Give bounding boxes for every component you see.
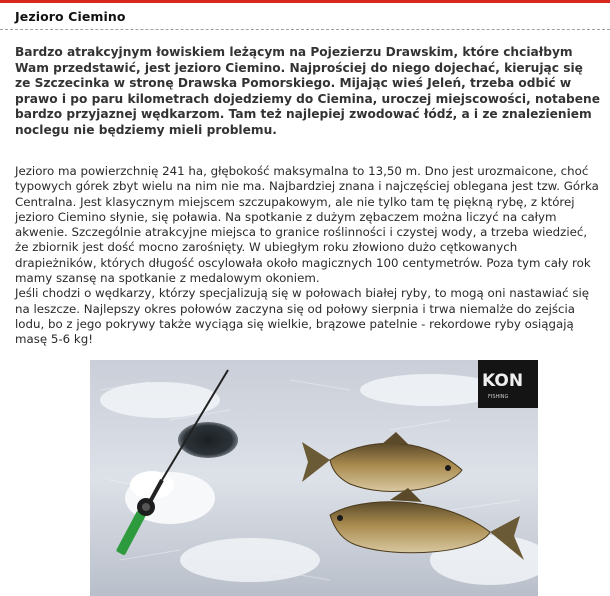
title-divider	[0, 29, 610, 30]
article-intro: Bardzo atrakcyjnym łowiskiem leżącym na Pojezierzu Drawskim, które chciałbym Wam przedstawić, jest jezioro Ciemino. Najprościej do niego dojechać, kierując się ze Szczecinka w stronę Drawska Pomorskiego. Mijając wieś Jeleń, trzeba odbić w prawo i po paru kilometrach dojedziemy do Ciemina, uroczej miejscowości, notabene bardzo przyjaznej wędkarzom. Tam też najlepiej zwodować łódź, a i ze znalezieniem noclegu nie będziemy mieli problemu.	[15, 45, 600, 137]
top-accent-rule	[0, 0, 610, 3]
tackle-box	[478, 360, 538, 408]
article-body	[15, 164, 601, 348]
photo-brand-subtext: FISHING	[488, 394, 509, 400]
article-paragraph-2: Jeśli chodzi o wędkarzy, którzy specjalizują się w połowach białej ryby, to mogą oni nastawiać się na leszcze. Najlepszy okres połowów zaczyna się od połowy sierpnia i trwa niemalże do zejścia lodu, bo z jego pokrywy także wyciąga się wielkie, brązowe patelnie - rekordowe ryby osiągają masę 5-6 kg!	[15, 286, 590, 347]
photo-brand-text: KON	[482, 371, 524, 391]
article-title: Jezioro Ciemino	[15, 9, 126, 24]
article-paragraph-1: Jezioro ma powierzchnię 241 ha, głębokość maksymalna to 13,50 m. Dno jest urozmaicone, choć typowych górek zbyt wielu na nim nie ma. Najbardziej znana i najczęściej oblegana jest tzw. Górka Centralna. Jest klasycznym miejscem szczupakowym, ale nie tylko tam tę piękną rybę, z której jezioro Ciemino słynie, się poławia. Na spotkanie z dużym zębaczem można liczyć na całym akwenie. Szczególnie atrakcyjne miejsca to granice roślinności i czystej wody, a trzeba wiedzieć, że zbiornik jest dość mocno zarośnięty. W ubiegłym roku złowiono dużo cętkowanych drapieżników, których długość oscylowała około magicznych 100 centymetrów. Poza tym cały rok mamy szansę na spotkanie z medalowym okoniem.	[15, 164, 599, 286]
photo-illustration	[90, 360, 538, 596]
article-photo-bream-on-ice	[90, 360, 538, 596]
